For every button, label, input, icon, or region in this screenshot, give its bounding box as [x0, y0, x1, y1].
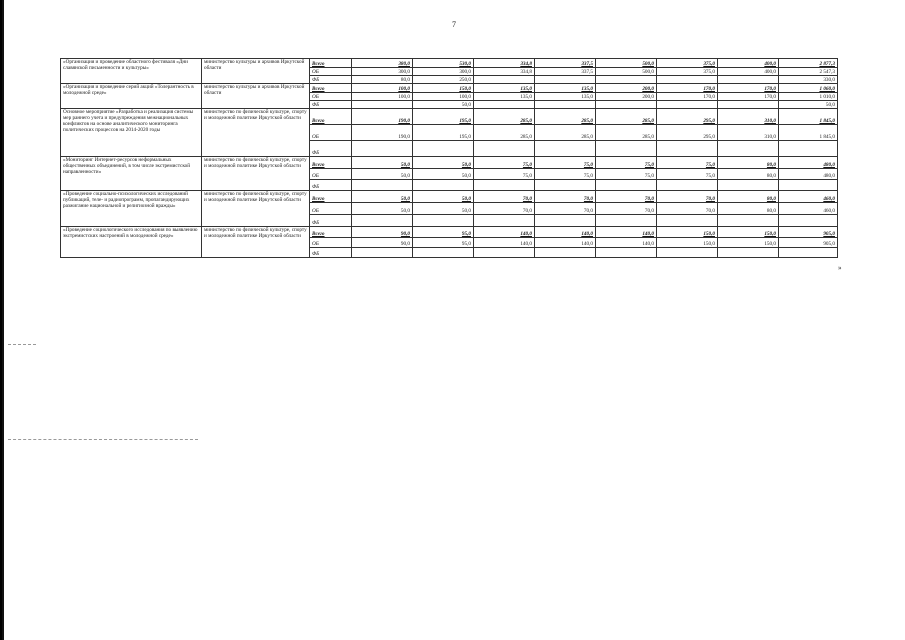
continuation-mark: »: [838, 264, 842, 272]
table-row: [61, 227, 838, 238]
amount-cell: 190,0: [352, 125, 413, 141]
funding-source: Всего: [310, 227, 352, 238]
amount-total-cell: 905,0: [779, 227, 838, 238]
amount-cell: 300,0: [352, 68, 413, 76]
amount-cell: [535, 215, 596, 227]
table-row: [61, 59, 838, 68]
amount-cell: 140,0: [535, 227, 596, 238]
activity-name: «Мониторинг Интернет-ресурсов неформальных общественных объединений, в том числе экстремистской направленности»: [61, 157, 202, 191]
amount-cell: 90,0: [352, 238, 413, 248]
amount-cell: [535, 180, 596, 191]
amount-cell: 195,0: [413, 109, 474, 125]
executor: министерство по физической культуре, спорту и молодежной политике Иркутской области: [202, 191, 310, 227]
amount-cell: [657, 101, 718, 109]
amount-cell: 285,0: [535, 109, 596, 125]
amount-cell: [352, 248, 413, 258]
amount-total-cell: 460,0: [779, 203, 838, 215]
activity-name: «Организация и проведение серий акций «Толерантность в молодежной среде»: [61, 84, 202, 109]
amount-total-cell: 1 060,0: [779, 84, 838, 93]
amount-cell: 75,0: [535, 157, 596, 169]
amount-cell: 334,8: [474, 59, 535, 68]
amount-total-cell: 905,0: [779, 238, 838, 248]
activity-name: Основное мероприятие «Разработка и реализация системы мер раннего учета и предупреждения межнациональных конфликтов на основе аналитического мониторинга политических процессов на 2014-2020 годы: [61, 109, 202, 157]
amount-cell: [413, 215, 474, 227]
executor: министерство по физической культуре, спорту и молодежной политике Иркутской области: [202, 157, 310, 191]
amount-cell: [657, 141, 718, 157]
funding-source: Всего: [310, 84, 352, 93]
amount-cell: 200,0: [596, 84, 657, 93]
amount-cell: 337,5: [535, 59, 596, 68]
amount-total-cell: [779, 141, 838, 157]
activity-name: «Проведение социологического исследования по выявлению экстремистских настроений в молодежной среде»: [61, 227, 202, 258]
amount-cell: [474, 141, 535, 157]
table-row: [61, 191, 838, 203]
amount-cell: 135,0: [474, 84, 535, 93]
amount-cell: [718, 215, 779, 227]
amount-cell: 90,0: [352, 227, 413, 238]
amount-cell: [535, 101, 596, 109]
margin-scan-mark: [8, 344, 36, 345]
amount-cell: [718, 141, 779, 157]
amount-cell: [596, 141, 657, 157]
amount-cell: 300,0: [413, 68, 474, 76]
amount-cell: [718, 101, 779, 109]
activity-name: «Проведение социально-психологических исследований публикаций, теле- и радиопрограмм, пропагандирующих разжигание национальной и религиозной вражды»: [61, 191, 202, 227]
amount-cell: 75,0: [657, 157, 718, 169]
amount-cell: 285,0: [596, 109, 657, 125]
amount-cell: [474, 180, 535, 191]
amount-cell: 150,0: [657, 238, 718, 248]
activity-name: «Организация и проведение областного фестиваля «Дни славянской письменности и культуры»: [61, 59, 202, 84]
amount-total-cell: 480,0: [779, 157, 838, 169]
funding-source: ФБ: [310, 248, 352, 258]
amount-cell: 75,0: [535, 169, 596, 180]
amount-cell: 50,0: [413, 203, 474, 215]
amount-cell: 150,0: [718, 238, 779, 248]
amount-cell: [474, 76, 535, 84]
amount-total-cell: 2 547,3: [779, 68, 838, 76]
amount-total-cell: 330,0: [779, 76, 838, 84]
amount-cell: 285,0: [535, 125, 596, 141]
amount-cell: 150,0: [718, 227, 779, 238]
amount-total-cell: 50,0: [779, 101, 838, 109]
amount-cell: 100,0: [413, 93, 474, 101]
amount-cell: [657, 215, 718, 227]
amount-cell: 295,0: [657, 125, 718, 141]
amount-cell: 190,0: [352, 109, 413, 125]
amount-cell: 50,0: [413, 169, 474, 180]
amount-cell: 170,0: [657, 84, 718, 93]
amount-cell: 50,0: [352, 157, 413, 169]
amount-cell: 150,0: [657, 227, 718, 238]
funding-source: ФБ: [310, 76, 352, 84]
funding-source: Всего: [310, 191, 352, 203]
funding-source: ОБ: [310, 169, 352, 180]
amount-cell: 75,0: [474, 169, 535, 180]
amount-cell: [718, 180, 779, 191]
amount-cell: 80,0: [718, 203, 779, 215]
amount-cell: 80,0: [718, 157, 779, 169]
executor: министерство культуры и архивов Иркутской области: [202, 59, 310, 84]
amount-cell: 70,0: [657, 191, 718, 203]
amount-cell: [474, 248, 535, 258]
amount-cell: 140,0: [596, 227, 657, 238]
amount-cell: 70,0: [535, 203, 596, 215]
amount-cell: 75,0: [596, 169, 657, 180]
amount-cell: 80,0: [352, 76, 413, 84]
amount-cell: 285,0: [474, 109, 535, 125]
amount-cell: 285,0: [474, 125, 535, 141]
amount-total-cell: 1 845,0: [779, 109, 838, 125]
margin-scan-mark: [8, 439, 198, 440]
executor: министерство культуры и архивов Иркутской области: [202, 84, 310, 109]
funding-source: ОБ: [310, 93, 352, 101]
amount-cell: 375,0: [657, 59, 718, 68]
amount-total-cell: 1 010,0: [779, 93, 838, 101]
amount-cell: 375,0: [657, 68, 718, 76]
amount-cell: 70,0: [535, 191, 596, 203]
amount-cell: [352, 101, 413, 109]
amount-cell: 95,0: [413, 227, 474, 238]
executor: министерство по физической культуре, спорту и молодежной политике Иркутской области: [202, 109, 310, 157]
amount-cell: [413, 180, 474, 191]
amount-cell: 170,0: [718, 84, 779, 93]
amount-cell: 500,0: [596, 68, 657, 76]
funding-source: ФБ: [310, 141, 352, 157]
amount-cell: 70,0: [657, 203, 718, 215]
funding-source: ФБ: [310, 215, 352, 227]
amount-cell: 140,0: [535, 238, 596, 248]
amount-cell: [718, 248, 779, 258]
amount-cell: [413, 248, 474, 258]
amount-cell: 337,5: [535, 68, 596, 76]
amount-total-cell: [779, 215, 838, 227]
amount-total-cell: [779, 248, 838, 258]
amount-cell: [413, 141, 474, 157]
budget-table: [60, 58, 838, 258]
funding-source: Всего: [310, 59, 352, 68]
amount-total-cell: 460,0: [779, 191, 838, 203]
amount-cell: 200,0: [596, 93, 657, 101]
amount-cell: 80,0: [718, 169, 779, 180]
amount-cell: 135,0: [535, 93, 596, 101]
amount-cell: [474, 101, 535, 109]
amount-cell: 150,0: [413, 84, 474, 93]
amount-cell: 50,0: [352, 203, 413, 215]
funding-source: Всего: [310, 109, 352, 125]
amount-cell: 310,0: [718, 109, 779, 125]
amount-cell: 400,0: [718, 68, 779, 76]
amount-cell: [535, 248, 596, 258]
amount-cell: 334,8: [474, 68, 535, 76]
amount-total-cell: [779, 180, 838, 191]
amount-cell: 170,0: [718, 93, 779, 101]
amount-cell: 95,0: [413, 238, 474, 248]
amount-cell: 195,0: [413, 125, 474, 141]
amount-cell: 50,0: [352, 191, 413, 203]
funding-source: ОБ: [310, 238, 352, 248]
amount-cell: [474, 215, 535, 227]
amount-cell: 295,0: [657, 109, 718, 125]
funding-source: ФБ: [310, 101, 352, 109]
amount-cell: [718, 76, 779, 84]
amount-cell: 100,0: [352, 84, 413, 93]
amount-total-cell: 2 877,3: [779, 59, 838, 68]
page-number: 7: [452, 20, 456, 29]
amount-cell: 70,0: [474, 191, 535, 203]
amount-cell: [657, 248, 718, 258]
amount-cell: 310,0: [718, 125, 779, 141]
amount-cell: 285,0: [596, 125, 657, 141]
amount-cell: 50,0: [413, 101, 474, 109]
amount-cell: 135,0: [474, 93, 535, 101]
amount-cell: 75,0: [474, 157, 535, 169]
amount-cell: [352, 215, 413, 227]
amount-cell: 75,0: [657, 169, 718, 180]
amount-cell: [596, 101, 657, 109]
funding-source: ФБ: [310, 180, 352, 191]
funding-source: ОБ: [310, 125, 352, 141]
amount-cell: [596, 215, 657, 227]
amount-cell: [596, 76, 657, 84]
amount-cell: 80,0: [718, 191, 779, 203]
amount-cell: [535, 76, 596, 84]
binding-edge-dark: [0, 0, 2, 640]
amount-cell: 70,0: [474, 203, 535, 215]
amount-cell: [352, 141, 413, 157]
amount-cell: [596, 248, 657, 258]
executor: министерство по физической культуре, спорту и молодежной политике Иркутской области: [202, 227, 310, 258]
amount-cell: 70,0: [596, 191, 657, 203]
funding-source: ОБ: [310, 203, 352, 215]
amount-cell: [352, 180, 413, 191]
table-row: [61, 84, 838, 93]
amount-cell: [535, 141, 596, 157]
amount-total-cell: 1 845,0: [779, 125, 838, 141]
amount-cell: 530,0: [413, 59, 474, 68]
amount-cell: 75,0: [596, 157, 657, 169]
amount-cell: [657, 76, 718, 84]
amount-cell: 50,0: [413, 191, 474, 203]
amount-cell: 250,0: [413, 76, 474, 84]
amount-cell: 100,0: [352, 93, 413, 101]
amount-cell: 135,0: [535, 84, 596, 93]
amount-cell: 140,0: [596, 238, 657, 248]
table-row: [61, 109, 838, 125]
amount-cell: 140,0: [474, 227, 535, 238]
amount-cell: [657, 180, 718, 191]
amount-total-cell: 480,0: [779, 169, 838, 180]
amount-cell: 380,0: [352, 59, 413, 68]
table-row: [61, 157, 838, 169]
amount-cell: 140,0: [474, 238, 535, 248]
amount-cell: 500,0: [596, 59, 657, 68]
amount-cell: 70,0: [596, 203, 657, 215]
amount-cell: 400,0: [718, 59, 779, 68]
amount-cell: 50,0: [352, 169, 413, 180]
amount-cell: [596, 180, 657, 191]
amount-cell: 170,0: [657, 93, 718, 101]
amount-cell: 50,0: [413, 157, 474, 169]
funding-source: ОБ: [310, 68, 352, 76]
funding-source: Всего: [310, 157, 352, 169]
